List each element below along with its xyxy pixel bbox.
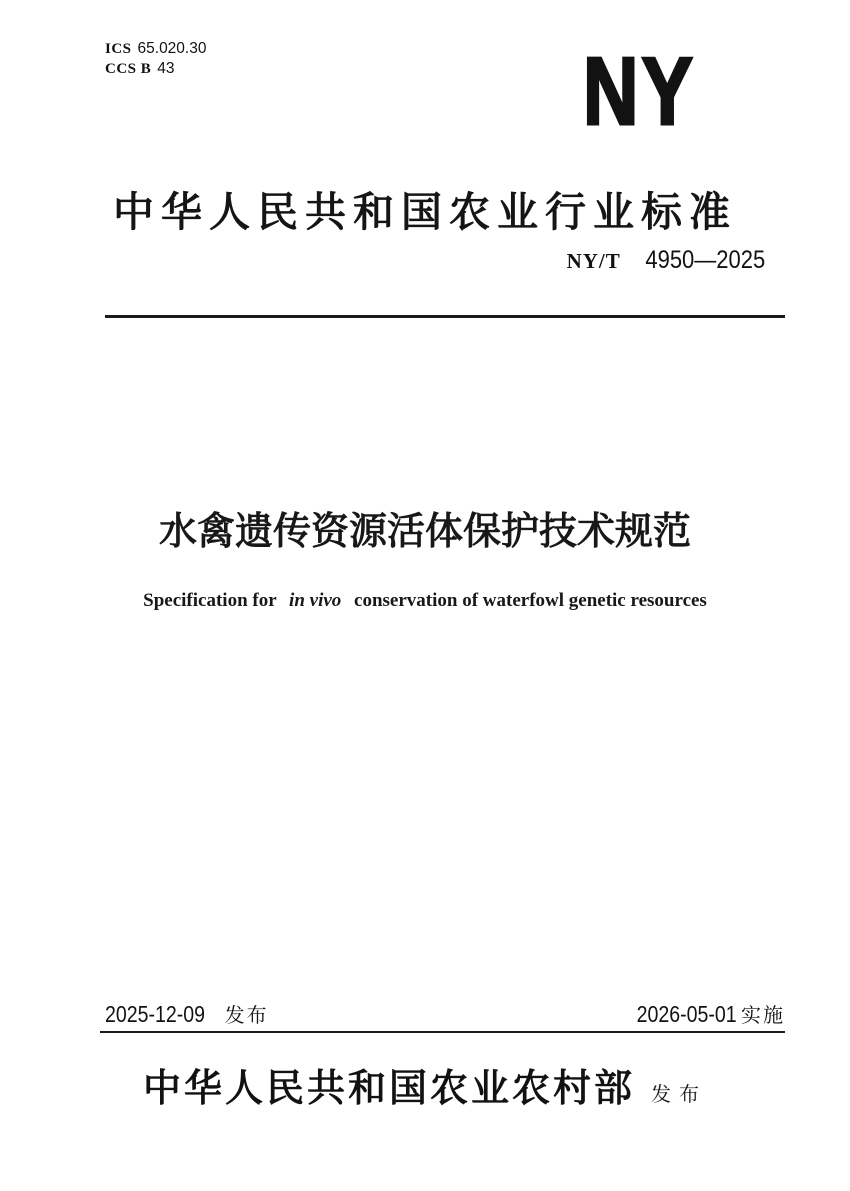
standard-code bbox=[567, 246, 765, 275]
standard-category-title: 中华人民共和国农业行业标准 bbox=[113, 189, 737, 235]
ccs-label: CCS B bbox=[105, 61, 152, 77]
publisher-name: 中华人民共和国农业农村部 bbox=[142, 1068, 635, 1110]
implementation-date-group bbox=[619, 999, 785, 1028]
ics-code-row bbox=[105, 39, 206, 59]
issue-label: 发布 bbox=[224, 1005, 269, 1027]
standard-code-prefix: NY/T bbox=[566, 249, 621, 273]
standard-code-number: 4950—2025 bbox=[645, 246, 765, 274]
document-title-english bbox=[0, 590, 850, 612]
ccs-code-row bbox=[105, 59, 206, 79]
ics-value: 65.020.30 bbox=[137, 40, 207, 57]
implementation-date: 2026-05-01 bbox=[636, 1001, 737, 1027]
issue-date-group bbox=[105, 999, 269, 1028]
publisher-row bbox=[0, 1057, 850, 1112]
title-en-suffix: conservation of waterfowl genetic resources bbox=[354, 590, 707, 611]
footer-divider-line bbox=[100, 1031, 785, 1033]
ics-label: ICS bbox=[105, 41, 132, 57]
document-title-chinese: 水禽遗传资源活体保护技术规范 bbox=[158, 511, 691, 553]
title-en-italic: in vivo bbox=[289, 590, 342, 611]
dates-row bbox=[105, 999, 785, 1028]
publish-label: 发布 bbox=[651, 1084, 707, 1106]
ccs-value: 43 bbox=[157, 60, 175, 77]
classification-codes bbox=[105, 39, 206, 79]
ny-standard-logo: NY bbox=[583, 38, 697, 145]
implementation-label: 实施 bbox=[741, 1005, 785, 1027]
header-divider-line bbox=[105, 315, 785, 318]
issue-date: 2025-12-09 bbox=[105, 1001, 206, 1027]
title-en-prefix: Specification for bbox=[143, 590, 277, 611]
